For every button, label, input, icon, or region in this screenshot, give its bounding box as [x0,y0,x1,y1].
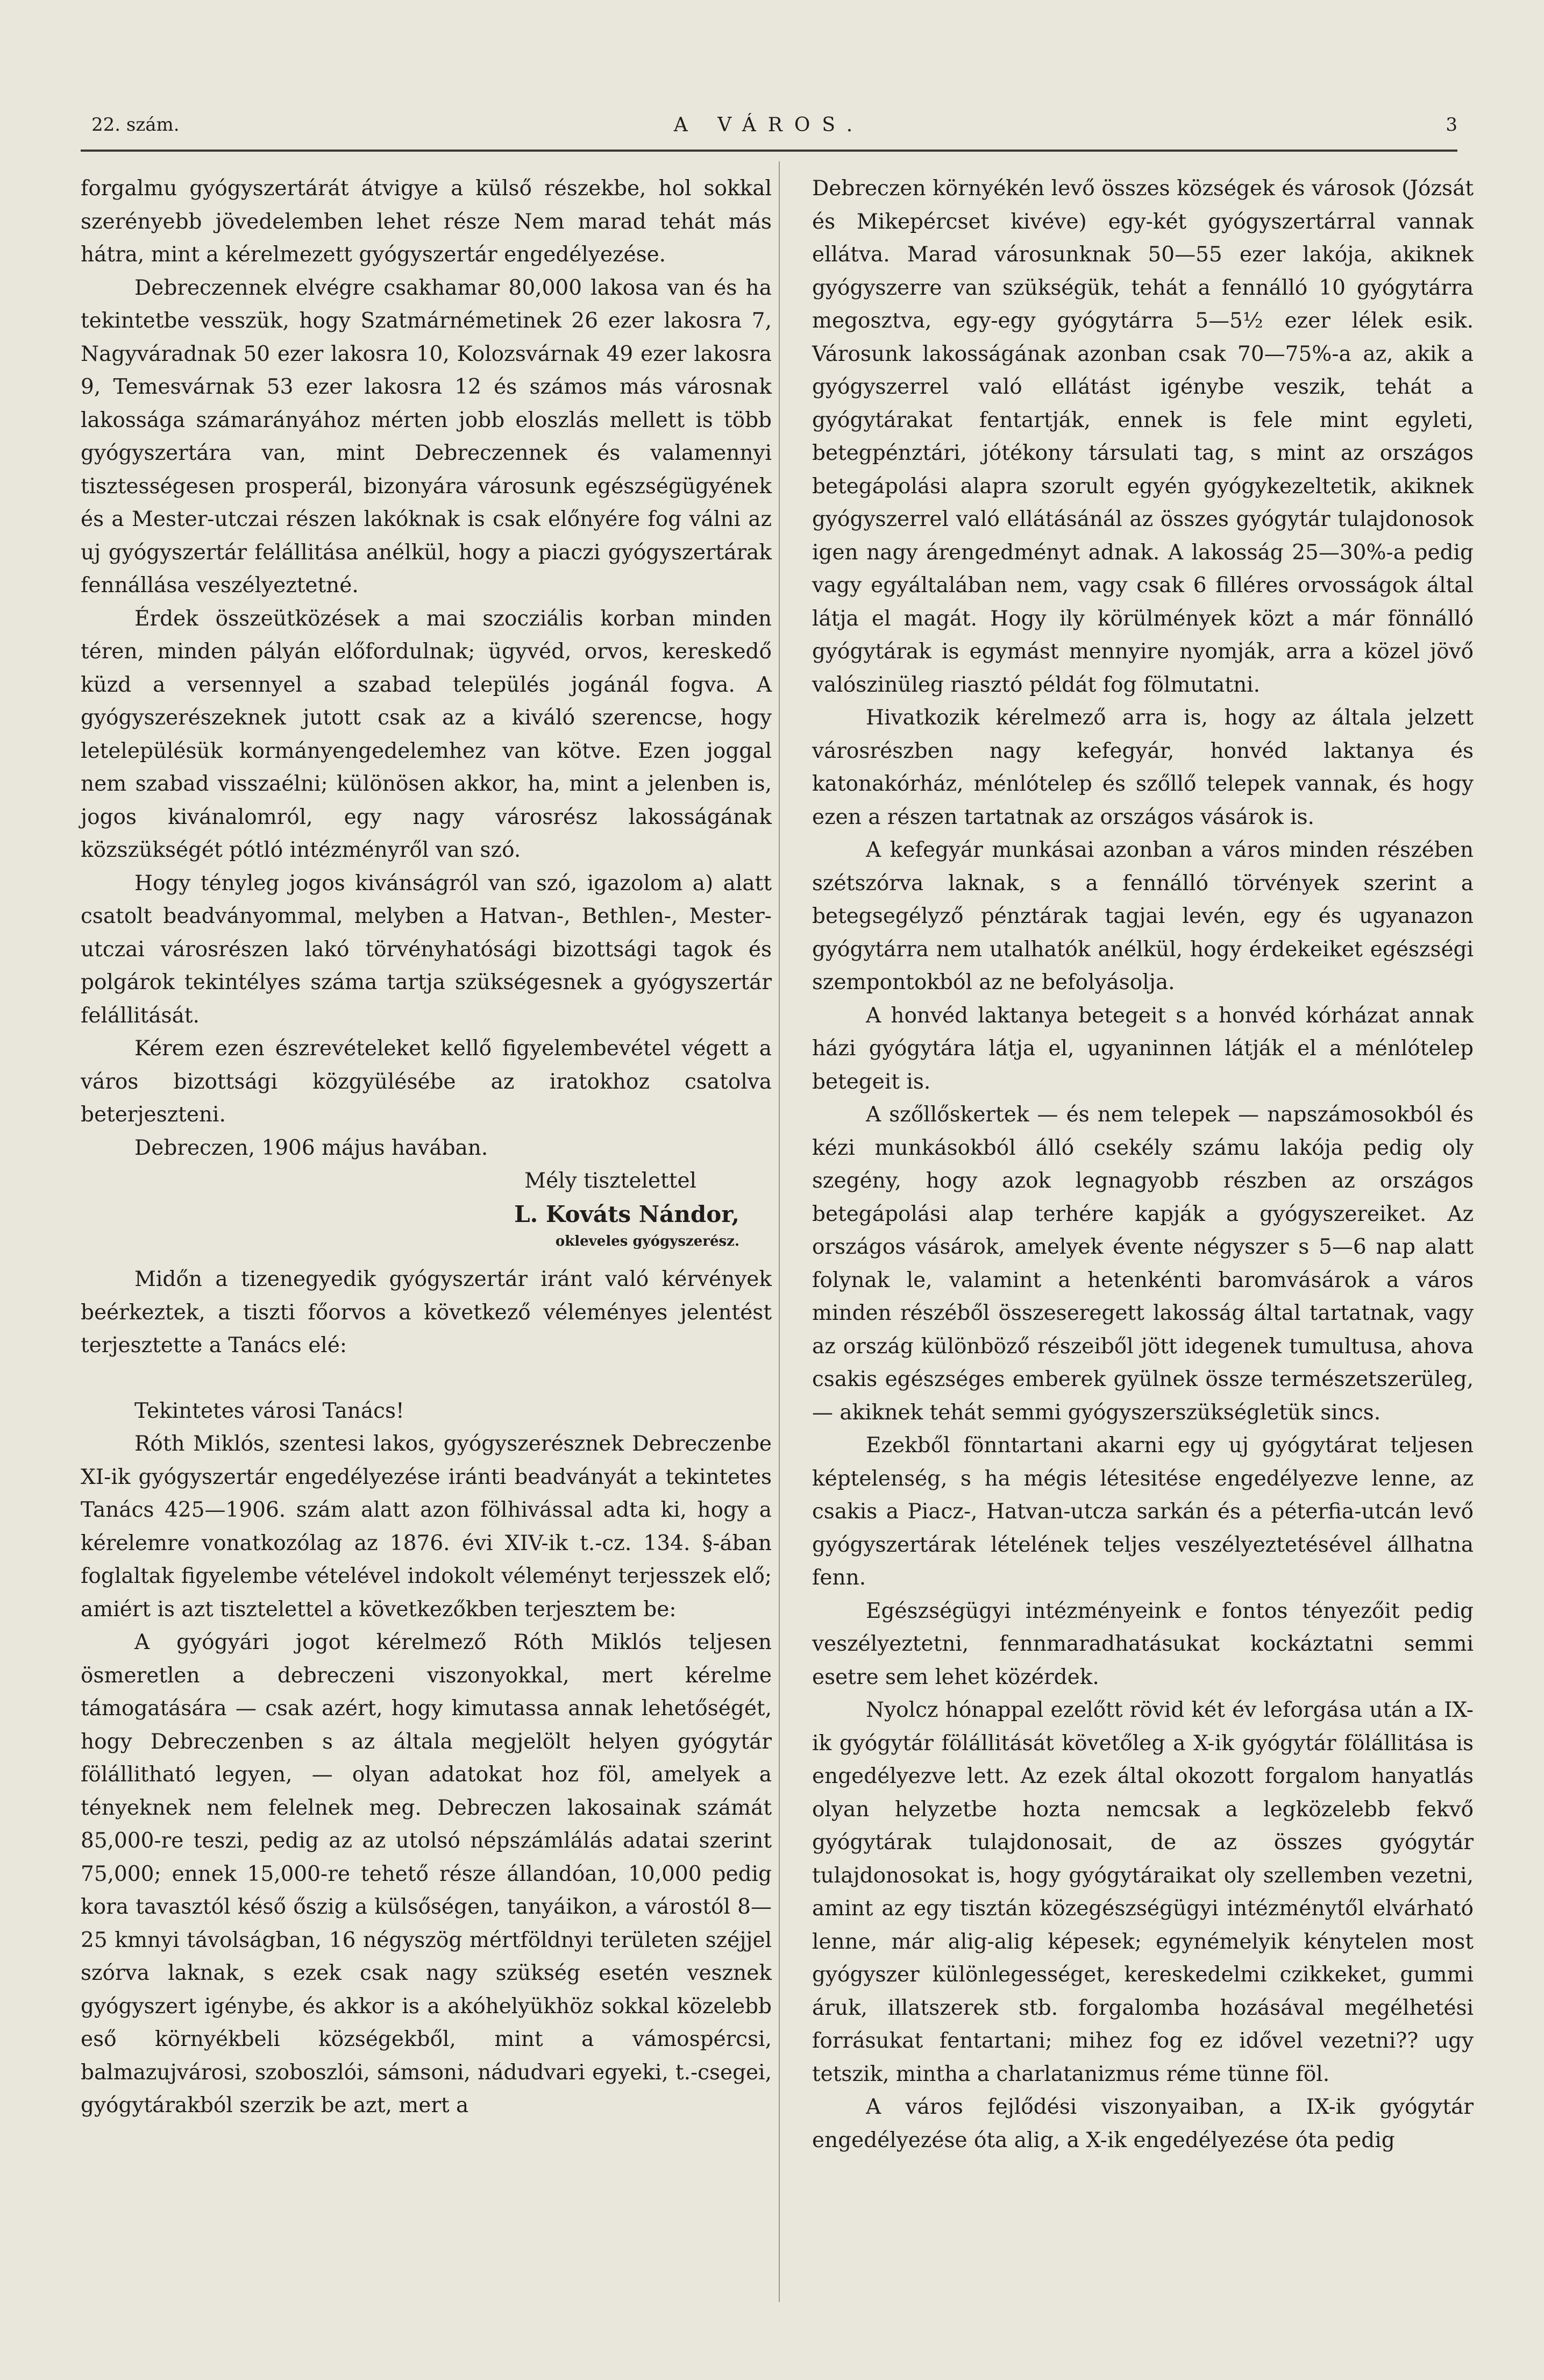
signer-name: L. Kováts Nándor, [514,1200,739,1227]
paragraph: Debreczen környékén levő összes községek és városok (Józsát és Mikepércset kivéve) egy-két gyógyszertárral vannak ellátva. Marad városunknak 50—55 ezer lakója, akiknek gyógyszerre van szükségük, tehát a fennálló 10 gyógytárra megosztva, egy-egy gyógytárra 5—5½ ezer lélek esik. Városunk lakosságának azonban csak 70—75%-a az, akik a gyógyszerrel való ellátást igénybe veszik, tehát a gyógytárakat fentartják, ennek is fele mint egyleti, betegpénztári, jótékony társulati tag, s mint az országos betegápolási alapra szorult egyén gyógykezeltetik, akiknek gyógyszerrel való ellátásánál az összes gyógytár tulajdonosok igen nagy árengedményt adnak. A lakosság 25—30%-a pedig vagy egyáltalában nem, vagy csak 6 filléres orvosságok által látja el magát. Hogy ily körülmények közt a már fönnálló gyógytárak is egymást mennyire nyomják, arra a közel jövő valószinüleg riasztó példát fog fölmutatni. [812,176,1474,697]
paragraph: Nyolcz hónappal ezelőtt rövid két év leforgása után a IX-ik gyógytár fölállitását követőleg a X-ik gyógytár fölállitása is engedélyezve lett. Az ezek által okozott forgalom hanyatlás olyan helyzetbe hozta nemcsak a legközelebb fekvő gyógytárak tulajdonosait, de az összes gyógytár tulajdonosokat is, hogy gyógytáraikat oly szellemben vezetni, amint az egy tisztán közegészségügyi intézménytől elvárható lenne, már alig-alig képesek; egynémelyik kénytelen most gyógyszer különlegességet, kereskedelmi czikkeket, gummi áruk, illatszerek stb. forgalomba hozásával megélhetési forrásukat fentartani; mihez fog ez idővel vezetni?? ugy tetszik, mintha a charlatanizmus réme tünne föl. [812,1698,1474,2086]
paragraph: Róth Miklós, szentesi lakos, gyógyszerésznek Debreczenbe XI-ik gyógyszertár engedélyezése iránti beadványát a tekintetes Tanács 425—1906. szám alatt azon fölhivással adta ki, hogy a kérelemre vonatkozólag az 1876. évi XIV-ik t.-cz. 134. §-ában foglaltak figyelembe vételével indokolt véleményt terjesszek elő; amiért is azt tisztelettel a következőkben terjesztem be: [81,1432,772,1622]
page-header [81,114,1457,146]
column-divider [779,161,780,2302]
paragraph: Érdek összeütközések a mai szocziális korban minden téren, minden pályán előfordulnak; ügyvéd, orvos, kereskedő küzd a versennyel a szabad település jogánál fogva. A gyógyszerészeknek jutott csak az a kiváló szerencse, hogy letelepülésük kormányengedelemhez van kötve. Ezen joggal nem szabad visszaélni; különösen akkor, ha, mint a jelenben is, jogos kivánalomról, egy nagy városrész lakosságának közszükségét pótló intézményről van szó. [81,606,772,862]
paragraph: forgalmu gyógyszertárát átvigye a külső részekbe, hol sokkal szerényebb jövedelemben lehet része Nem marad tehát más hátra, mint a kérelmezett gyógyszertár engedélyezése. [81,176,772,267]
closing-greeting: Mély tisztelettel [524,1169,696,1193]
paragraph: A kefegyár munkásai azonban a város minden részében szétszórva laknak, s a fennálló törvények szerint a betegsegélyző pénztárak tagjai levén, egy és ugyanazon gyógytárra nem utalhatók anélkül, hogy érdekeiket egészségi szempontokból az ne befolyásolja. [812,838,1474,994]
salutation: Tekintetes városi Tanács! [134,1398,404,1423]
paragraph: Egészségügyi intézményeink e fontos tényezőit pedig veszélyeztetni, fennmaradhatásukat kockáztatni semmi esetre sem lehet közérdek. [812,1598,1474,1689]
signer-title: okleveles gyógyszerész. [555,1233,739,1249]
header-rule [81,150,1457,152]
paragraph: Hivatkozik kérelmező arra is, hogy az általa jelzett városrészben nagy kefegyár, honvéd laktanya és katonakórház, ménlótelep és szőllő telepek vannak, és hogy ezen a részen tartatnak az országos vásárok is. [812,706,1474,829]
page-number: 3 [1446,114,1457,136]
spacer [81,1252,772,1263]
date-line: Debreczen, 1906 május havában. [134,1135,488,1160]
paragraph: A gyógyári jogot kérelmező Róth Miklós teljesen ösmeretlen a debreczeni viszonyokkal, mert kérelme támogatására — csak azért, hogy kimutassa annak lehetőségét, hogy Debreczenben s az általa megjelölt helyen gyógytár fölállitható legyen, — olyan adatokat hoz föl, amelyek a tényeknek nem felelnek meg. Debreczen lakosainak számát 85,000-re teszi, pedig az az utolsó népszámlálás adatai szerint 75,000; ennek 15,000-re tehető része állandóan, 10,000 pedig kora tavasztól késő őszig a külsőségen, tanyáikon, a várostól 8—25 kmnyi távolságban, 16 négyszög mértföldnyi területen széjjel szórva laknak, s ezek csak nagy szükség esetén vesznek gyógyszert igénybe, és akkor is a akóhelyükhöz sokkal közelebb eső környékbeli községekből, mint a vámospércsi, balmazujvárosi, szoboszlói, sámsoni, nádudvari egyeki, t.-csegei, gyógytárakból szerzik be azt, mert a [81,1630,772,2118]
issue-number: 22. szám. [91,114,180,136]
paragraph: A város fejlődési viszonyaiban, a IX-ik gyógytár engedélyezése óta alig, a X-ik engedélyezése óta pedig [812,2095,1474,2152]
right-column [812,172,1474,2157]
paragraph: Kérem ezen észrevételeket kellő figyelembevétel végett a város bizottsági közgyülésébe az iratokhoz csatolva beterjeszteni. [81,1036,772,1127]
paragraph: Ezekből fönntartani akarni egy uj gyógytárat teljesen képtelenség, s ha mégis létesitése engedélyezve lenne, az csakis a Piacz-, Hatvan-utcza sarkán és a péterfia-utcán levő gyógyszertárak lételének teljes veszélyeztetésével állhatna fenn. [812,1433,1474,1590]
left-column [81,172,772,2122]
publication-title: A VÁROS. [673,114,865,136]
paragraph: Debreczennek elvégre csakhamar 80,000 lakosa van és ha tekintetbe vesszük, hogy Szatmárnémetinek 26 ezer lakosra 7, Nagyváradnak 50 ezer lakosra 10, Kolozsvárnak 49 ezer lakosra 9, Temesvárnak 53 ezer lakosra 12 és számos más városnak lakossága számarányához mérten jobb eloszlás mellett is több gyógyszertára van, mint Debreczennek és valamennyi tisztességesen prosperál, bizonyára városunk egészségügyének és a Mester-utczai részen lakóknak is csak előnyére fog válni az uj gyógyszertár felállitása anélkül, hogy a piaczi gyógyszertárak fennállása veszélyeztetné. [81,275,772,598]
spacer [81,1362,772,1395]
paragraph: A szőllőskertek — és nem telepek — napszámosokból és kézi munkásokból álló csekély számu lakója pedig oly szegény, hogy azok legnagyobb részben az országos betegápolási alap terhére kapják a gyógyszereiket. Az országos vásárok, amelyek évente négyszer s 5—6 nap alatt folynak le, valamint a hetenkénti baromvásárok a város minden részéből összeseregett lakosság által tartatnak, vagy az ország különböző részeiből jött idegenek tumultusa, ahova csakis egészséges emberek gyülnek össze természetszerüleg, — akiknek tehát semmi gyógyszerszükségletük sincs. [812,1103,1474,1425]
paragraph: Midőn a tizenegyedik gyógyszertár iránt való kérvények beérkeztek, a tiszti főorvos a következő véleményes jelentést terjesztette a Tanács elé: [81,1267,772,1358]
paragraph: A honvéd laktanya betegeit s a honvéd kórházat annak házi gyógytára látja el, ugyaninnen látják el a ménlótelep betegeit is. [812,1003,1474,1094]
paragraph: Hogy tényleg jogos kivánságról van szó, igazolom a) alatt csatolt beadványommal, melyben a Hatvan-, Bethlen-, Mester-utczai városrészen lakó törvényhatósági bizottsági tagok és polgárok tekintélyes száma tartja szükségesnek a gyógyszertár felállitását. [81,871,772,1028]
